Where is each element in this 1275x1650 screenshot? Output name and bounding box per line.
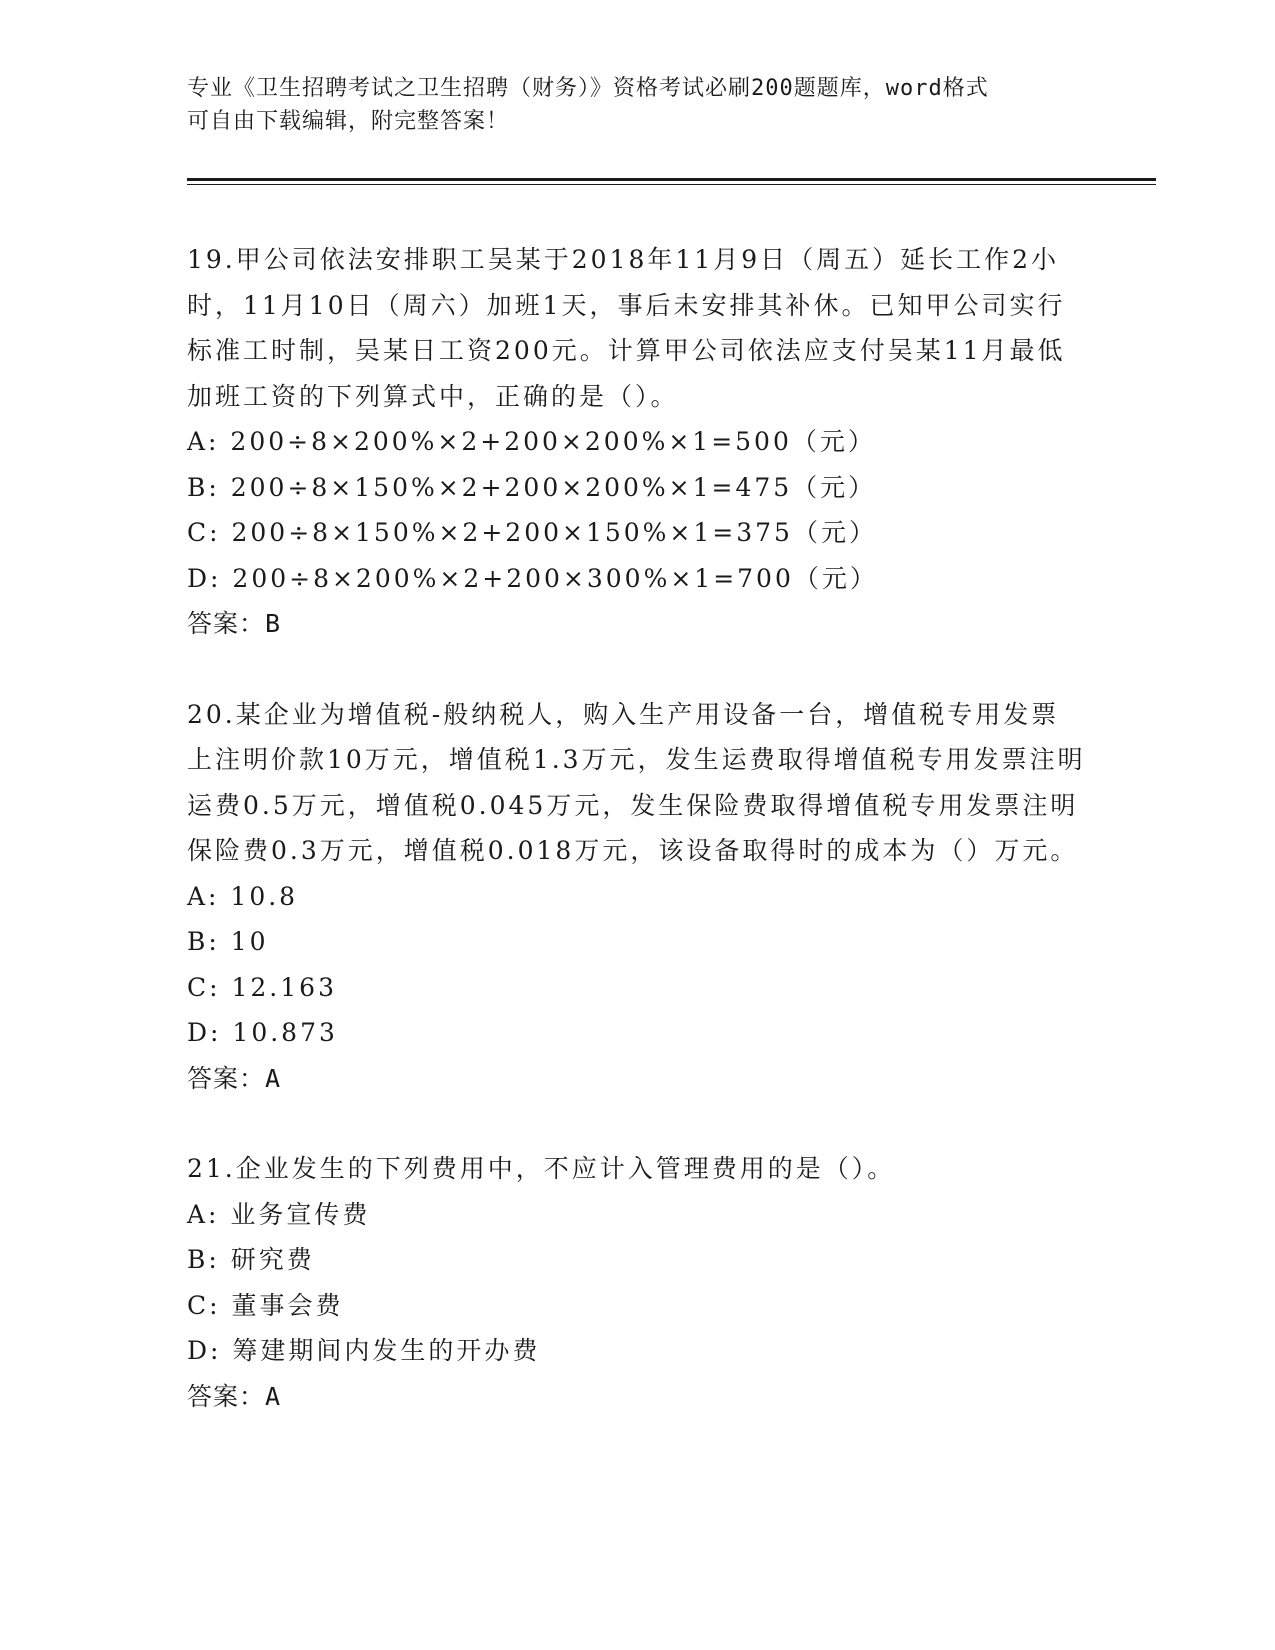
option-d: D: 200÷8×200%×2+200×300%×1=700（元）	[187, 563, 878, 593]
option-b: B: 10	[187, 927, 269, 956]
document-header	[187, 72, 1087, 138]
header-line-1: 专业《卫生招聘考试之卫生招聘（财务）》资格考试必刷200题题库，word格式	[187, 76, 989, 101]
header-line-2: 可自由下载编辑，附完整答案！	[187, 109, 510, 134]
question-text: 20.某企业为增值税-般纳税人，购入生产用设备一台，增值税专用发票上注明价款10万元，增值税1.3万元，发生运费取得增值税专用发票注明运费0.5万元，增值税0.045万元，发生保险费取得增值税专用发票注明保险费0.3万元，增值税0.018万元，该设备取得时的成本为（）万元。	[187, 699, 1086, 865]
answer-line: 答案：A	[187, 1063, 282, 1093]
option-d: D: 10.873	[187, 1018, 338, 1047]
option-c: C: 200÷8×150%×2+200×150%×1=375（元）	[187, 518, 877, 547]
question-19	[187, 237, 1087, 647]
option-b: B: 研究费	[187, 1245, 315, 1274]
option-a: A: 业务宣传费	[187, 1199, 371, 1229]
answer-line: 答案：A	[187, 1381, 282, 1411]
option-d: D: 筹建期间内发生的开办费	[187, 1336, 541, 1365]
header-divider-thick	[187, 178, 1156, 181]
question-list	[187, 237, 1087, 1419]
spacer	[187, 1101, 1087, 1146]
question-text: 21.企业发生的下列费用中，不应计入管理费用的是（）。	[187, 1154, 896, 1183]
answer-line: 答案：B	[187, 609, 282, 638]
option-c: C: 12.163	[187, 972, 337, 1002]
option-a: A: 200÷8×200%×2+200×200%×1=500（元）	[187, 427, 876, 456]
option-b: B: 200÷8×150%×2+200×200%×1=475（元）	[187, 472, 877, 502]
question-text: 19.甲公司依法安排职工吴某于2018年11月9日（周五）延长工作2小时，11月10日（周六）加班1天，事后未安排其补休。已知甲公司实行标准工时制，吴某日工资200元。计算甲公司依法应支付吴某11月最低加班工资的下列算式中，正确的是（）。	[187, 245, 1066, 411]
spacer	[187, 647, 1087, 692]
question-21	[187, 1146, 1087, 1419]
option-a: A: 10.8	[187, 881, 299, 911]
option-c: C: 董事会费	[187, 1290, 344, 1320]
header-divider-thin	[187, 184, 1156, 185]
question-20	[187, 692, 1087, 1102]
